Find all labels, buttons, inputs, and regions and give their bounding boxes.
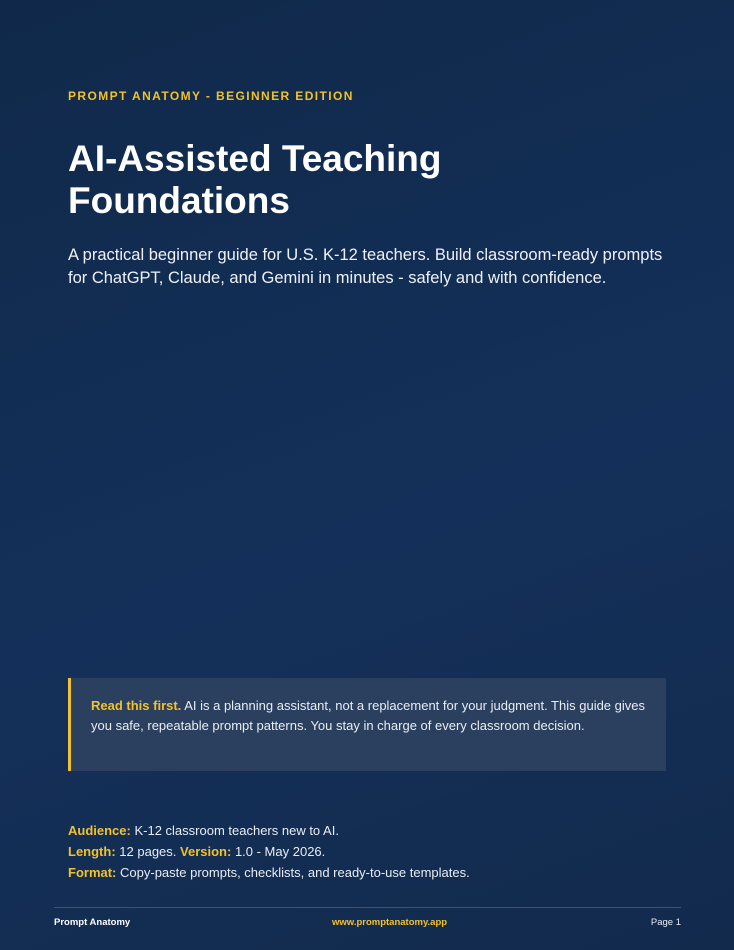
footer-divider [54,907,681,908]
meta-length-version [68,841,470,862]
page-title: AI-Assisted Teaching Foundations [68,138,442,221]
series-label: PROMPT ANATOMY - BEGINNER EDITION [68,89,354,103]
footer-brand: Prompt Anatomy [54,917,131,928]
page-subtitle: A practical beginner guide for U.S. K-12 teachers. Build classroom-ready prompts for ChatGPT, Claude, and Gemini in minutes - safely and with confidence. [68,246,663,287]
meta-version-value: 1.0 - May 2026. [234,844,326,859]
read-first-callout [68,678,666,771]
meta-format [68,862,470,883]
callout-body: AI is a planning assistant, not a replacement for your judgment. This guide gives you safe, repeatable prompt patterns. You stay in charge of every classroom decision. [91,698,645,733]
document-meta [68,820,470,883]
callout-lead: Read this first. [91,698,182,713]
meta-audience-label: Audience: [68,823,131,838]
footer-url[interactable]: www.promptanatomy.app [332,917,448,928]
meta-format-value: Copy-paste prompts, checklists, and ready-to-use templates. [120,865,470,880]
meta-format-label: Format: [68,865,117,880]
meta-audience-value: K-12 classroom teachers new to AI. [134,823,339,838]
meta-audience [68,820,470,841]
meta-length-label: Length: [68,844,116,859]
meta-version-label: Version: [180,844,232,859]
page-number: Page 1 [650,917,681,928]
meta-length-value: 12 pages. [119,844,177,859]
